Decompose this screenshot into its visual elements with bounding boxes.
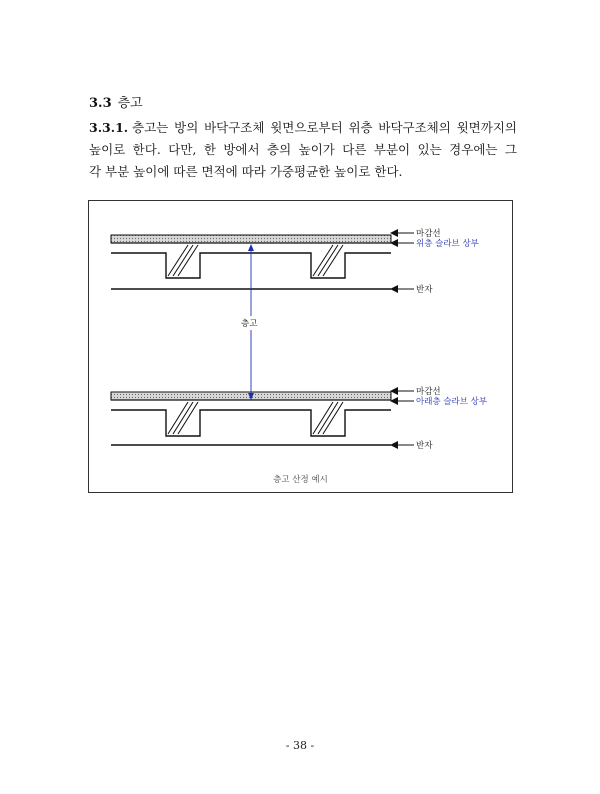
label-bottom-finish: 마감선 bbox=[416, 387, 441, 397]
floor-height-figure bbox=[88, 200, 513, 493]
upper-finish-layer bbox=[111, 235, 391, 243]
leader-arrow-lower-ceiling bbox=[390, 441, 398, 449]
label-upper-slab: 위층 슬라브 상부 bbox=[416, 239, 479, 249]
label-floor-height: 층고 bbox=[241, 319, 258, 329]
lower-beam-hatch-right bbox=[313, 402, 343, 434]
upper-beam-hatch-right bbox=[313, 245, 343, 276]
section-title: 층고 bbox=[117, 96, 143, 111]
paragraph-line: 각 부분 높이에 따른 면적에 따라 가중평균한 높이로 한다. bbox=[89, 164, 403, 179]
upper-beam-hatch-left bbox=[168, 245, 198, 276]
label-bottom-ceiling: 반자 bbox=[416, 441, 433, 451]
label-top-finish: 마감선 bbox=[416, 229, 441, 239]
body-paragraph bbox=[89, 117, 517, 183]
paragraph-line: 높이로 한다. 다만, 한 방에서 층의 높이가 다른 부분이 있는 경우에는 그 bbox=[89, 142, 517, 157]
section-number: 3.3 bbox=[89, 96, 112, 111]
leader-arrow-upper-ceiling bbox=[390, 285, 398, 293]
page-number: - 38 - bbox=[285, 739, 315, 752]
section-heading bbox=[89, 92, 143, 111]
lower-slab-beam-outline bbox=[111, 410, 391, 436]
dimension-arrow-top bbox=[248, 244, 254, 251]
paragraph-number: 3.3.1. bbox=[89, 120, 129, 135]
figure-caption: 층고 산정 예시 bbox=[273, 475, 328, 485]
paragraph-line-text: 층고는 방의 바닥구조체 윗면으로부터 위층 바닥구조체의 윗면까지의 bbox=[132, 120, 517, 135]
label-lower-slab: 아래층 슬라브 상부 bbox=[416, 397, 488, 407]
lower-beam-hatch-left bbox=[168, 402, 198, 434]
label-top-ceiling: 반자 bbox=[416, 285, 433, 295]
paragraph-line bbox=[89, 117, 517, 139]
